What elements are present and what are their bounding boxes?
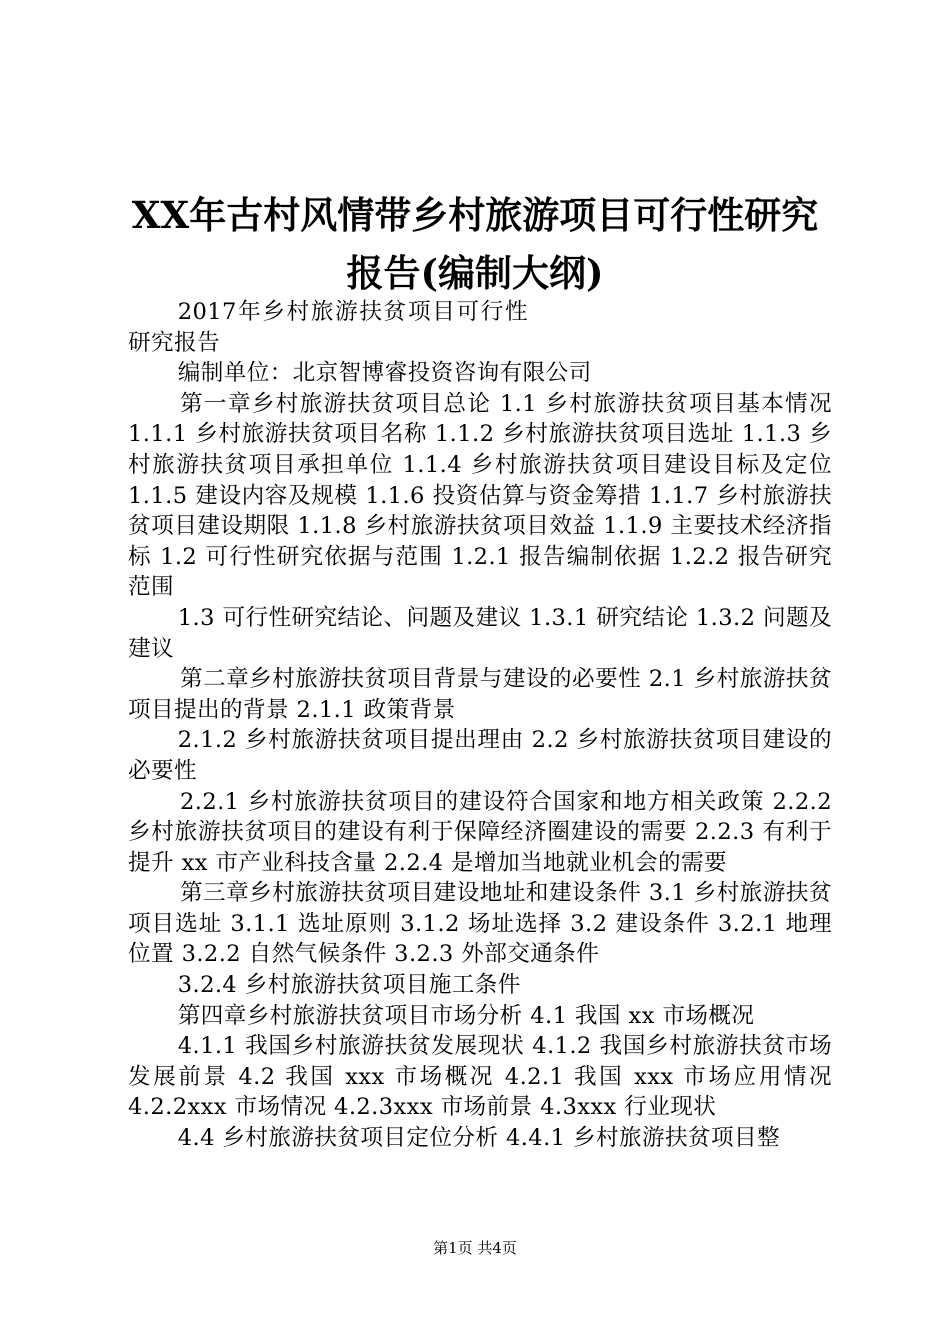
document-body: [128, 297, 832, 1154]
paragraph: 2.2.1 乡村旅游扶贫项目的建设符合国家和地方相关政策 2.2.2 乡村旅游扶贫项目的建设有利于保障经济圈建设的需要 2.2.3 有利于提升 xx 市产业科技含量 2.2.4 是增加当地就业机会的需要: [128, 788, 832, 876]
paragraph: 第三章乡村旅游扶贫项目建设地址和建设条件 3.1 乡村旅游扶贫项目选址 3.1.1 选址原则 3.1.2 场址选择 3.2 建设条件 3.2.1 地理位置 3.2.2 自然气候条件 3.2.3 外部交通条件: [128, 880, 832, 968]
paragraph: 3.2.4 乡村旅游扶贫项目施工条件: [177, 972, 521, 999]
paragraph: 第四章乡村旅游扶贫项目市场分析 4.1 我国 xx 市场概况: [177, 1002, 755, 1029]
paragraph: 第二章乡村旅游扶贫项目背景与建设的必要性 2.1 乡村旅游扶贫项目提出的背景 2.1.1 政策背景: [128, 666, 832, 723]
paragraph: 2017年乡村旅游扶贫项目可行性研究报告: [128, 299, 528, 356]
page-footer: 第1页 共4页: [433, 1239, 517, 1257]
paragraph: 1.3 可行性研究结论、问题及建议 1.3.1 研究结论 1.3.2 问题及建议: [128, 604, 832, 662]
paragraph: 4.1.1 我国乡村旅游扶贫发展现状 4.1.2 我国乡村旅游扶贫市场发展前景 4.2 我国 xxx 市场概况 4.2.1 我国 xxx 市场应用情况 4.2.2xxx 市场情况 4.2.3xxx 市场前景 4.3xxx 行业现状: [128, 1033, 832, 1121]
document-title: XX年古村风情带乡村旅游项目可行性研究报告(编制大纲): [131, 193, 819, 295]
paragraph: 第一章乡村旅游扶贫项目总论 1.1 乡村旅游扶贫项目基本情况 1.1.1 乡村旅游扶贫项目名称 1.1.2 乡村旅游扶贫项目选址 1.1.3 乡村旅游扶贫项目承担单位 1.1.4 乡村旅游扶贫项目建设目标及定位 1.1.5 建设内容及规模 1.1.6 投资估算与资金筹措 1.1.7 乡村旅游扶贫项目建设期限 1.1.8 乡村旅游扶贫项目效益 1.1.9 主要技术经济指标 1.2 可行性研究依据与范围 1.2.1 报告编制依据 1.2.2 报告研究范围: [128, 390, 832, 601]
paragraph: 2.1.2 乡村旅游扶贫项目提出理由 2.2 乡村旅游扶贫项目建设的必要性: [128, 727, 832, 784]
paragraph: 编制单位：北京智博睿投资咨询有限公司: [177, 360, 592, 387]
paragraph: 4.4 乡村旅游扶贫项目定位分析 4.4.1 乡村旅游扶贫项目整: [177, 1125, 780, 1152]
